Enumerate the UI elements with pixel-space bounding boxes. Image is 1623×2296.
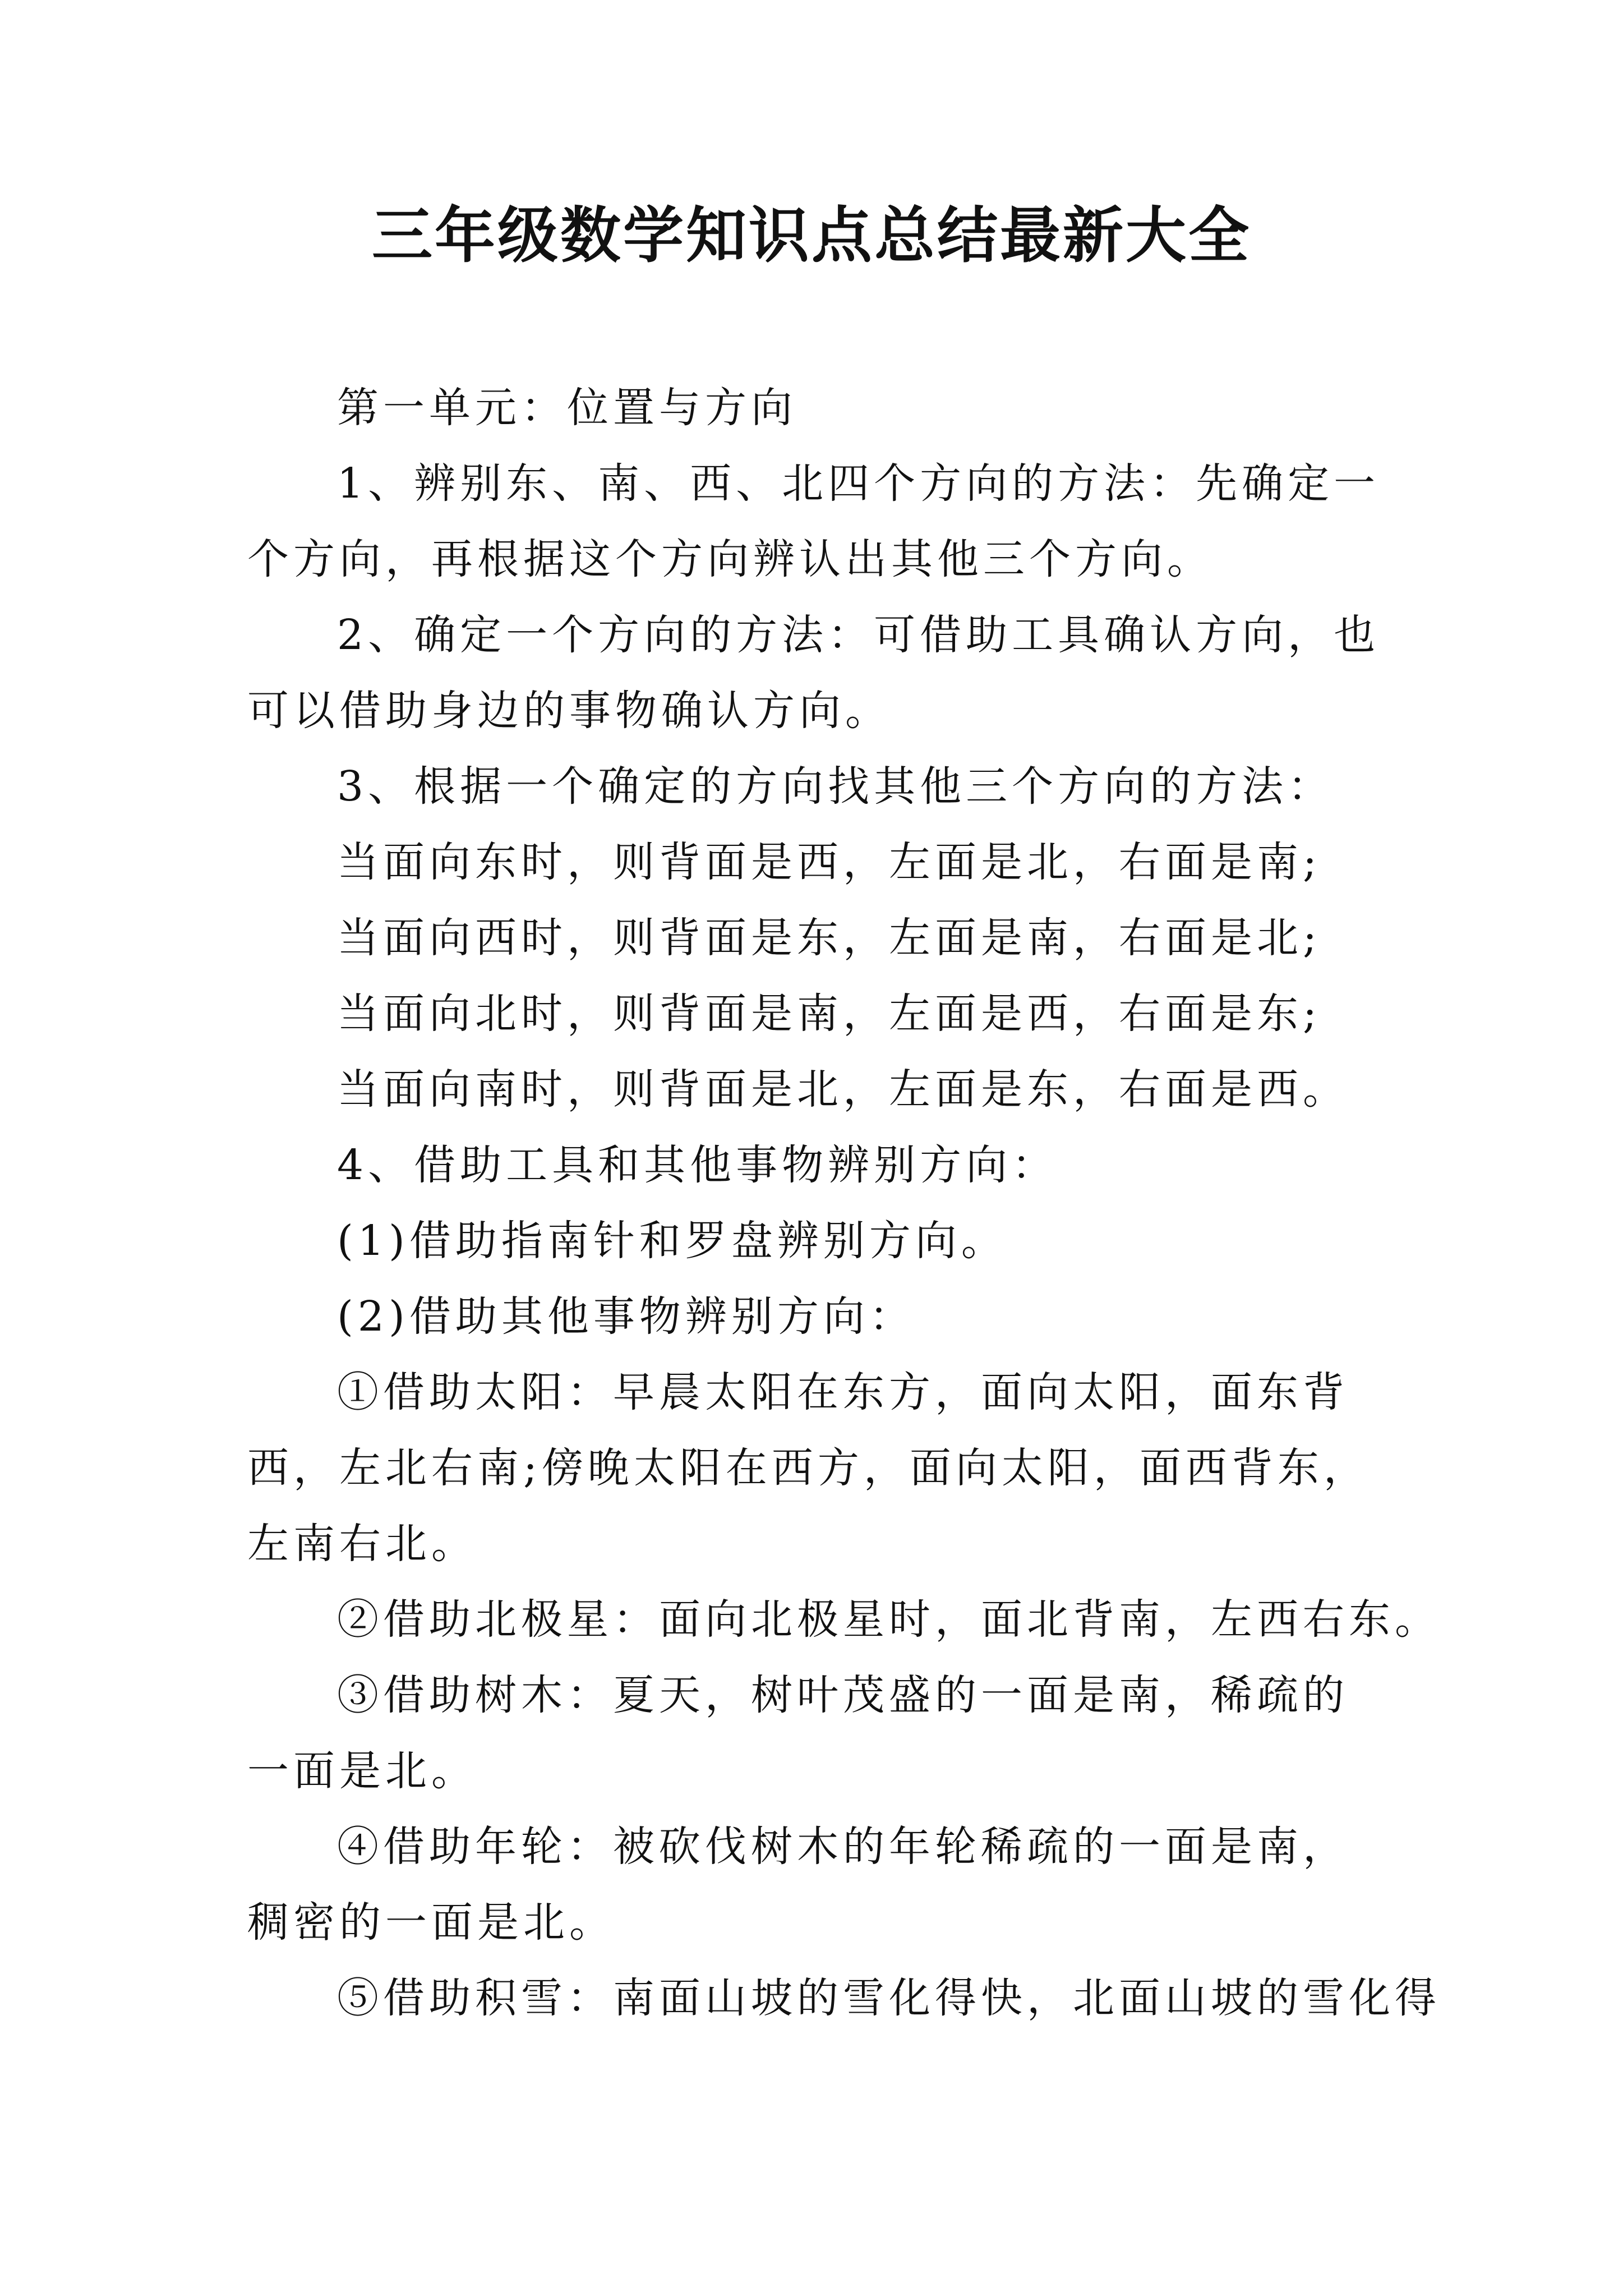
- paragraph-2: 2、确定一个方向的方法：可借助工具确认方向，也可以借助身边的事物确认方向。: [247, 611, 1380, 735]
- direction-rule-east: 当面向东时，则背面是西，左面是北，右面是南;: [337, 838, 1321, 886]
- direction-rule-west: 当面向西时，则背面是东，左面是南，右面是北;: [337, 914, 1321, 962]
- paragraph-1: 1、辨别东、南、西、北四个方向的方法：先确定一个方向，再根据这个方向辨认出其他三个方向。: [247, 459, 1380, 583]
- sub-item-2: (2)借助其他事物辨别方向：: [337, 1292, 915, 1341]
- method-trees: ③借助树木：夏天，树叶茂盛的一面是南，稀疏的一面是北。: [247, 1671, 1349, 1795]
- document-body: [247, 370, 1441, 2036]
- document-title: 三年级数学知识点总结最新大全: [371, 200, 1251, 271]
- method-tree-rings: ④借助年轮：被砍伐树木的年轮稀疏的一面是南，稠密的一面是北。: [247, 1823, 1349, 1947]
- direction-rule-north: 当面向北时，则背面是南，左面是西，右面是东;: [337, 990, 1321, 1038]
- sub-item-1: (1)借助指南针和罗盘辨别方向。: [337, 1217, 1007, 1265]
- method-snow: ⑤借助积雪：南面山坡的雪化得快，北面山坡的雪化得: [337, 1974, 1441, 2022]
- method-polaris: ②借助北极星：面向北极星时，面北背南，左西右东。: [337, 1595, 1441, 1644]
- method-sun: ①借助太阳：早晨太阳在东方，面向太阳，面东背西，左北右南;傍晚太阳在西方，面向太阳，面西背东，左南右北。: [247, 1368, 1370, 1568]
- section-heading: 第一单元：位置与方向: [337, 384, 797, 432]
- paragraph-3: 3、根据一个确定的方向找其他三个方向的方法：: [337, 762, 1334, 811]
- paragraph-4: 4、借助工具和其他事物辨别方向：: [337, 1141, 1058, 1189]
- direction-rule-south: 当面向南时，则背面是北，左面是东，右面是西。: [337, 1065, 1349, 1114]
